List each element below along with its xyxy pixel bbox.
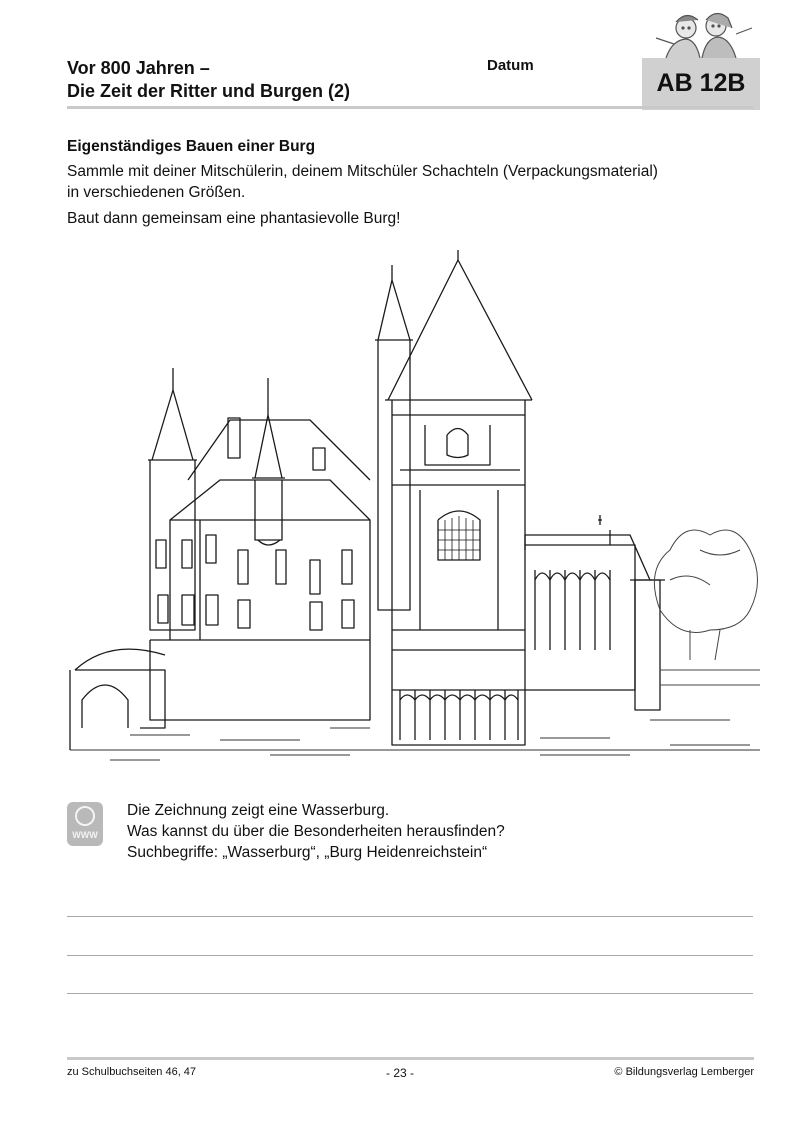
www-label: WWW (72, 830, 98, 840)
instruction-line-3: Baut dann gemeinsam eine phantasievolle Burg! (67, 210, 401, 227)
section-heading: Eigenständiges Bauen einer Burg (67, 138, 316, 155)
kids-illustration (636, 8, 756, 60)
answer-line-1[interactable] (67, 916, 753, 917)
footer-publisher: © Bildungsverlag Lemberger (614, 1066, 754, 1078)
instruction-line-2: in verschiedenen Größen. (67, 184, 246, 201)
sheet-code: AB 12B (656, 69, 746, 97)
castle-drawing (70, 250, 760, 775)
header-rule (67, 106, 754, 109)
title-line-1: Vor 800 Jahren – (67, 58, 210, 78)
title-line-2: Die Zeit der Ritter und Burgen (2) (67, 81, 351, 101)
web-task-line-2: Was kannst du über die Besonderheiten herausfinden? (127, 823, 505, 840)
web-task-line-1: Die Zeichnung zeigt eine Wasserburg. (127, 802, 390, 819)
answer-line-2[interactable] (67, 955, 753, 956)
instruction-line-1: Sammle mit deiner Mitschülerin, deinem Mitschüler Schachteln (Verpackungsmaterial) (67, 163, 658, 180)
sheet-code-box (642, 58, 760, 110)
date-label: Datum (487, 57, 534, 74)
globe-icon (75, 806, 95, 826)
footer-page-ref: zu Schulbuchseiten 46, 47 (67, 1066, 197, 1078)
www-badge (67, 802, 103, 846)
footer-page-number: - 23 - (385, 1066, 414, 1080)
footer-rule (67, 1057, 754, 1060)
web-task-line-3: Suchbegriffe: „Wasserburg“, „Burg Heidenreichstein“ (127, 844, 488, 861)
answer-line-3[interactable] (67, 993, 753, 994)
